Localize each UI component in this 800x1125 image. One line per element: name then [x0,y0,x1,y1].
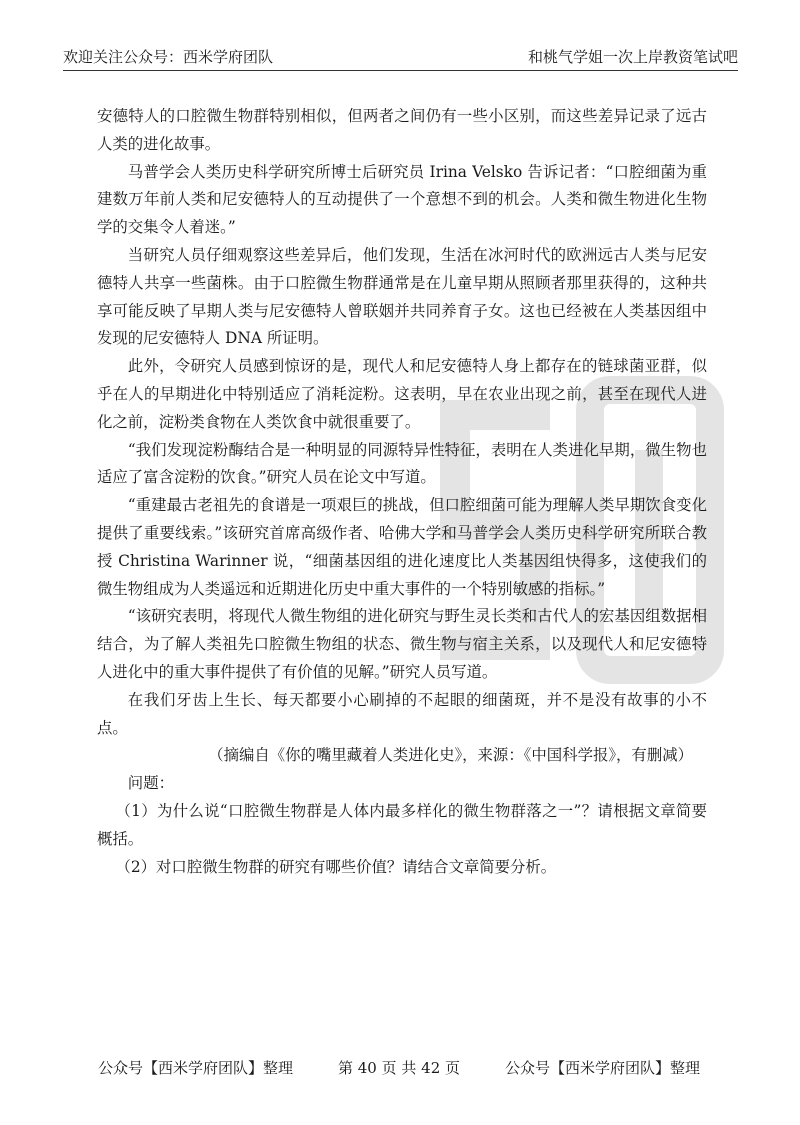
article-paragraph: “重建最古老祖先的食谱是一项艰巨的挑战，但口腔细菌可能为理解人类早期饮食变化提供了重要线索。”该研究首席高级作者、哈佛大学和马普学会人类历史科学研究所联合教授 Christina Warinner 说，“细菌基因组的进化速度比人类基因组快得多，这使我们的微生物组成为人类遥远和近期进化历史中重大事件的一个特别敏感的指标。” [97,496,707,598]
page-number: 第 40 页 共 42 页 [338,1059,461,1077]
article-paragraph: 此外，令研究人员感到惊讶的是，现代人和尼安德特人身上都存在的链球菌亚群，似乎在人的早期进化中特别适应了消耗淀粉。这表明，早在农业出现之前，甚至在现代人进化之前，淀粉类食物在人类饮食中就很重要了。 [97,357,707,431]
header-left-text: 欢迎关注公众号：西米学府团队 [63,48,274,66]
questions-label: 问题： [127,774,174,793]
question-item: （2）对口腔微生物群的研究有哪些价值？请结合文章简要分析。 [115,857,557,876]
footer-left-text: 公众号【西米学府团队】整理 [98,1059,294,1077]
footer-right-text: 公众号【西米学府团队】整理 [505,1059,701,1077]
article-paragraph: “该研究表明，将现代人微生物组的进化研究与野生灵长类和古代人的宏基因组数据相结合，为了解人类祖先口腔微生物组的状态、微生物与宿主关系，以及现代人和尼安德特人进化中的重大事件提供了有价值的见解。”研究人员写道。 [97,607,707,681]
article-body [97,103,707,881]
article-paragraph: 安德特人的口腔微生物群特别相似，但两者之间仍有一些小区别，而这些差异记录了远古人类的进化故事。 [97,107,707,153]
article-paragraph: 马普学会人类历史科学研究所博士后研究员 Irina Velsko 告诉记者：“口腔细菌为重建数万年前人类和尼安德特人的互动提供了一个意想不到的机会。人类和微生物进化生物学的交集令人着迷。” [97,162,707,237]
page-footer [0,1056,800,1080]
article-source: （摘编自《你的嘴里藏着人类进化史》，来源：《中国科学报》，有删减） [208,746,693,765]
article-paragraph: 在我们牙齿上生长、每天都要小心刷掉的不起眼的细菌斑，并不是没有故事的小不点。 [97,690,707,737]
article-paragraph: 当研究人员仔细观察这些差异后，他们发现，生活在冰河时代的欧洲远古人类与尼安德特人共享一些菌株。由于口腔微生物群通常是在儿童早期从照顾者那里获得的，这种共享可能反映了早期人类与尼安德特人曾联姻并共同养育子女。这也已经被在人类基因组中发现的尼安德特人 DNA 所证明。 [97,245,707,348]
page-header [63,44,738,71]
article-paragraph: “我们发现淀粉酶结合是一种明显的同源特异性特征，表明在人类进化早期，微生物也适应了富含淀粉的饮食。”研究人员在论文中写道。 [97,440,707,487]
header-right-text: 和桃气学姐一次上岸教资笔试吧 [527,48,738,66]
question-item: （1）为什么说“口腔微生物群是人体内最多样化的微生物群落之一”？请根据文章简要概括。 [97,801,707,848]
